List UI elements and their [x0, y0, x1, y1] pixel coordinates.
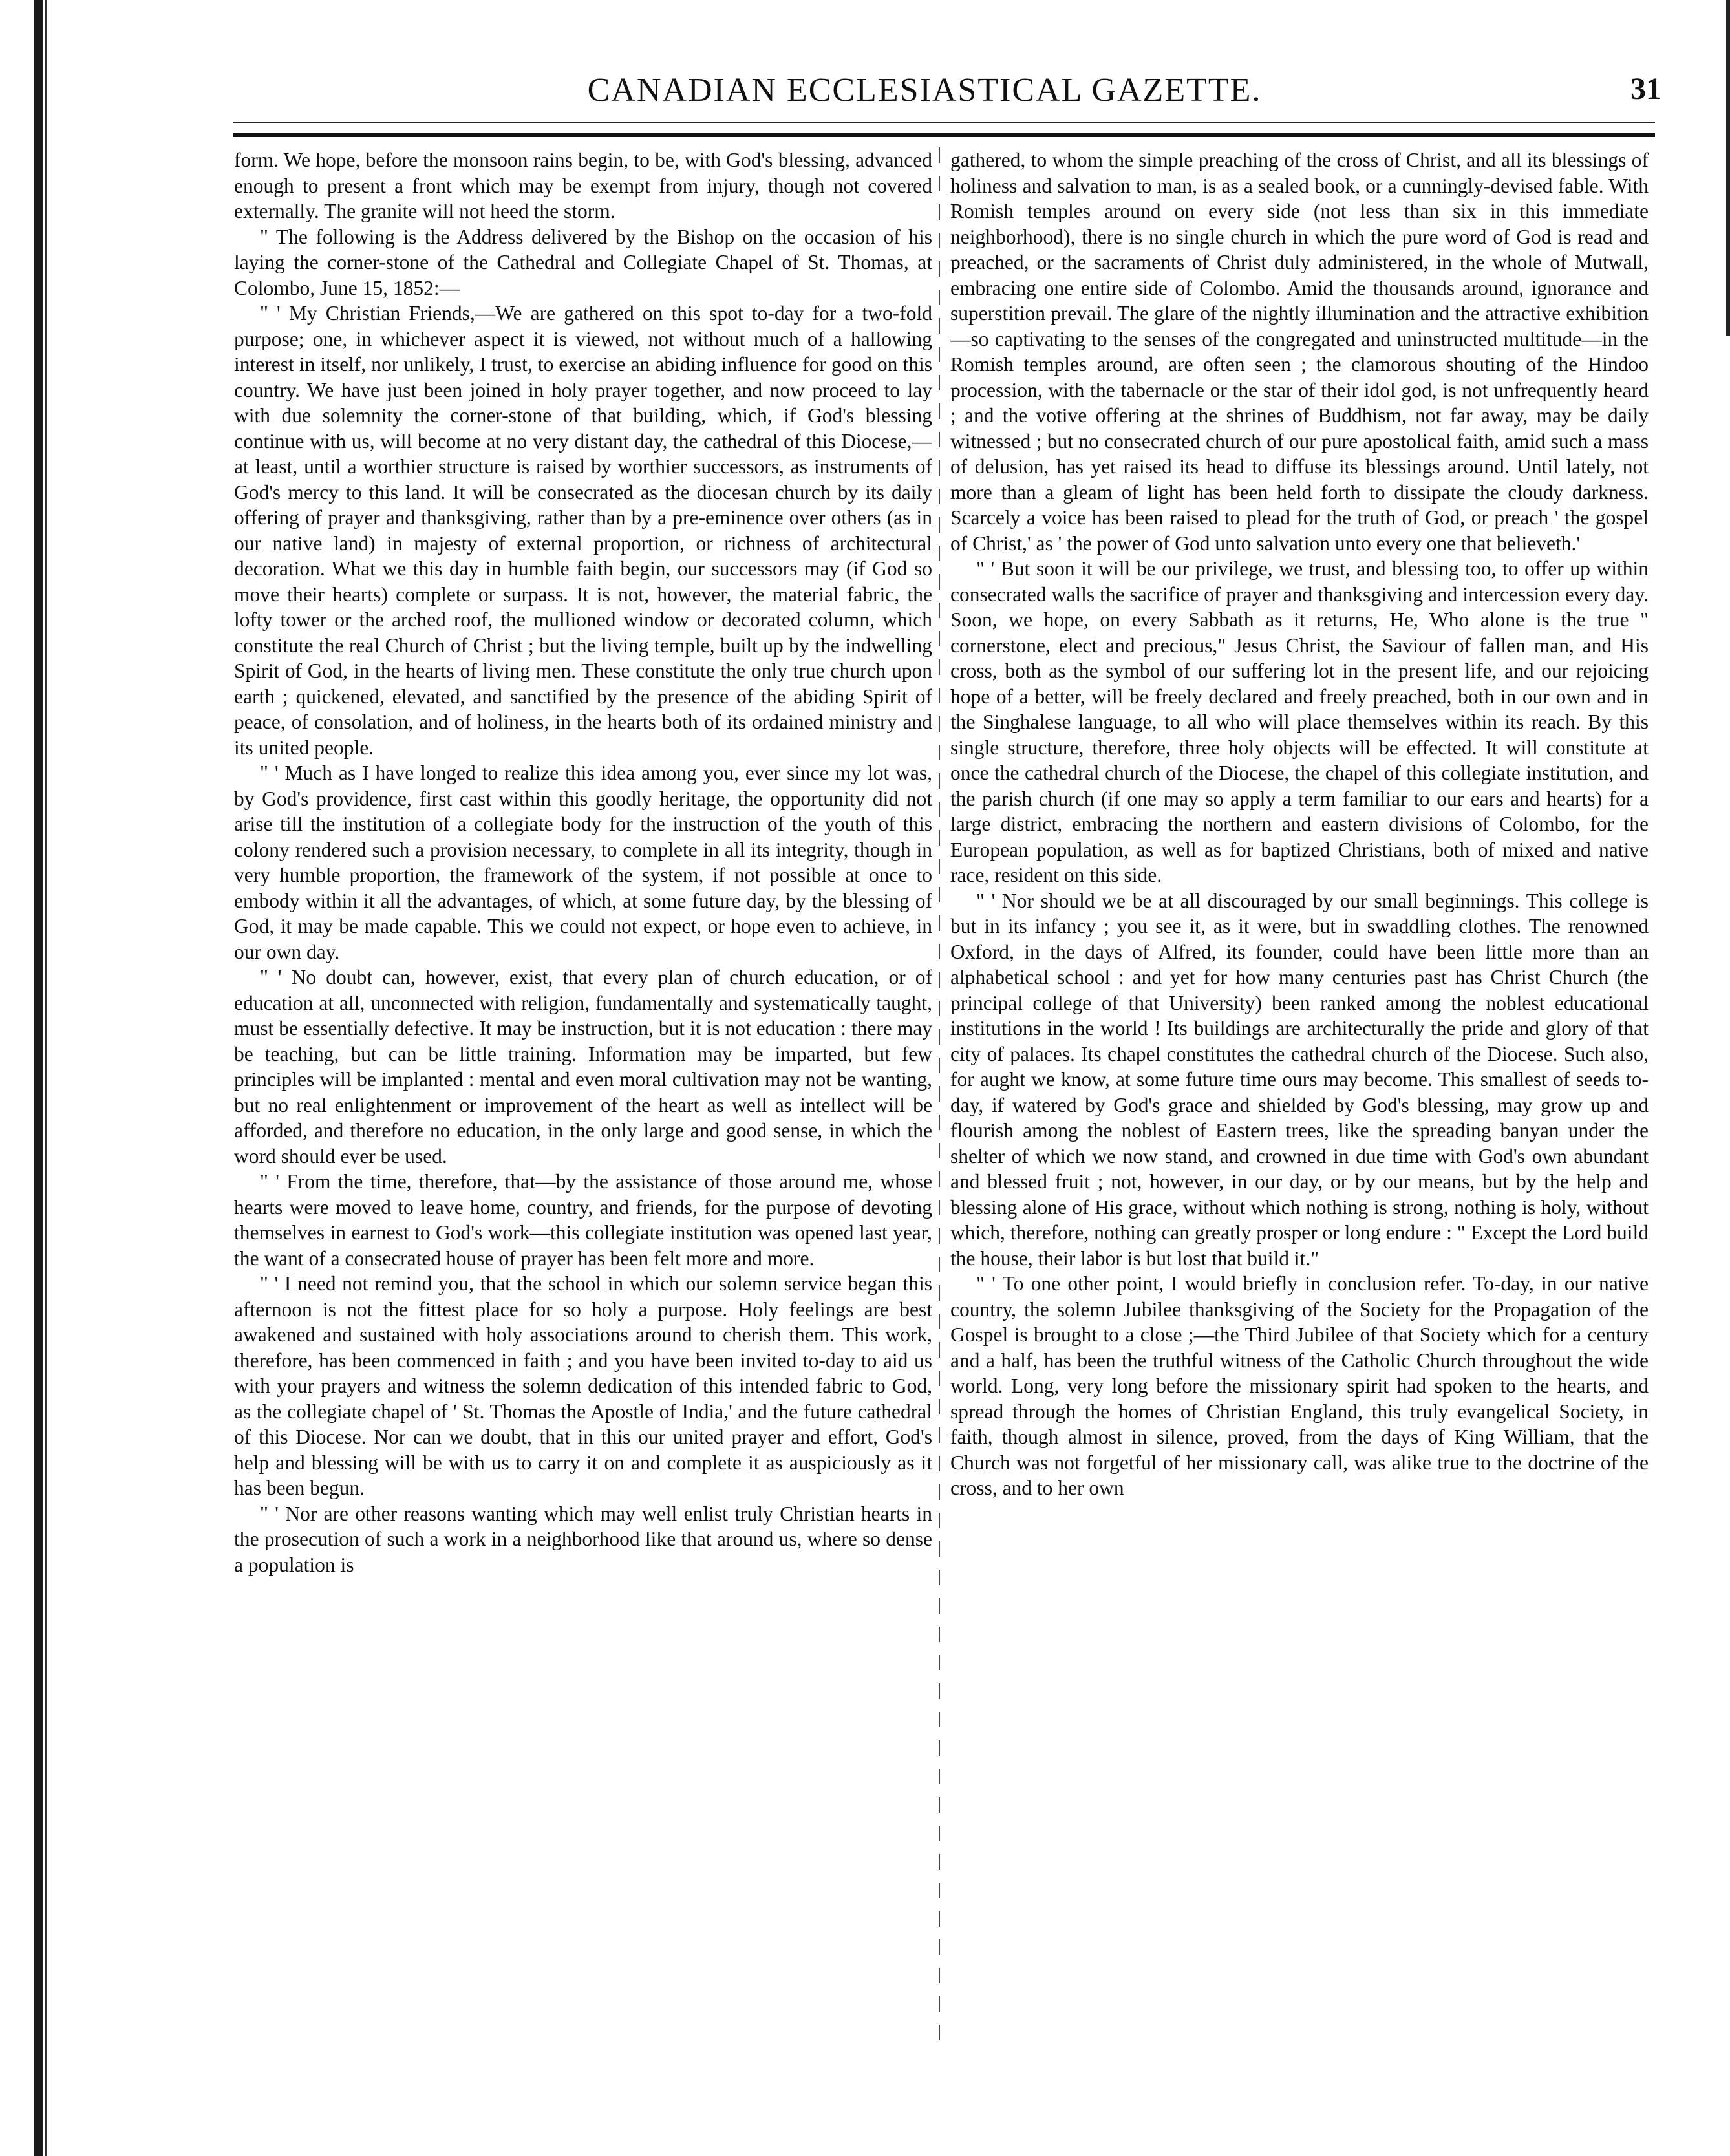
right-column	[950, 147, 1649, 2055]
page-edge-rule-inner	[45, 0, 47, 2156]
column-divider	[939, 147, 940, 2051]
paragraph: " ' From the time, therefore, that—by the assistance of those around me, whose hearts were moved to leave home, country, and friends, for the purpose of devoting themselves in earnest to God's work—this collegiate institution was opened last year, the want of a consecrated house of prayer has been felt more and more.	[234, 1170, 932, 1270]
paragraph: " ' To one other point, I would briefly in conclusion refer. To-day, in our native country, the solemn Jubilee thanksgiving of the Society for the Propagation of the Gospel is brought to a close ;—the Third Jubilee of that Society which for a century and a half, has been the truthful witness of the Catholic Church throughout the wide world. Long, very long before the missionary spirit had spoken to the hearts, and spread through the homes of Christian England, this truly evangelical Society, in faith, though almost in silence, proved, from the days of King William, that the Church was not forgetful of her missionary call, was alike true to the doctrine of the cross, and to her own	[950, 1272, 1649, 1499]
masthead-title: CANADIAN ECCLESIASTICAL GAZETTE.	[587, 72, 1262, 109]
paragraph: " ' Nor should we be at all discouraged by our small beginnings. This college is but in its infancy ; you see it, as it were, but in swaddling clothes. The renowned Oxford, in the days of Alfred, its founder, could have been little more than an alphabetical school : and yet for how many centuries past has Christ Church (the principal college of that University) been ranked among the noblest educational institutions in the world ! Its buildings are architecturally the pride and glory of that city of palaces. Its chapel constitutes the cathedral church of the Diocese. Such also, for aught we know, at some future time ours may become. This smallest of seeds to-day, if watered by God's grace and shielded by God's blessing, may grow up and flourish among the noblest of Eastern trees, like the spreading banyan under the shelter of which we now stand, and crowned in due time with God's own abundant and blessed fruit ; not, however, in our day, or by our means, but by the help and blessing alone of His grace, without which nothing is strong, nothing is holy, without which, therefore, nothing can greatly prosper or long endure : " Except the Lord build the house, their labor is but lost that build it."	[950, 889, 1649, 1270]
paragraph: " The following is the Address delivered by the Bishop on the occasion of his laying the corner-stone of the Cathedral and Collegiate Chapel of St. Thomas, at Colombo, June 15, 1852:—	[234, 225, 932, 299]
paragraph: " ' No doubt can, however, exist, that every plan of church education, or of education at all, unconnected with religion, fundamentally and systematically taught, must be essentially defective. It may be instruction, but it is not education : there may be teaching, but can be little training. Information may be imparted, but few principles will be implanted : mental and even moral cultivation may not be wanting, but no real enlightenment or improvement of the heart as well as intellect will be afforded, and therefore no education, in the only large and good sense, in which the word should ever be used.	[234, 966, 932, 1168]
paragraph: " ' My Christian Friends,—We are gathered on this spot to-day for a two-fold purpose; one, in whichever aspect it is viewed, not without much of a hallowing interest in itself, nor unlikely, I trust, to exercise an abiding influence for good on this country. We have just been joined in holy prayer together, and now proceed to lay with due solemnity the corner-stone of that building, which, if God's blessing continue with us, will become at no very distant day, the cathedral of this Diocese,—at least, until a worthier structure is raised by worthier successors, as instruments of God's mercy to this land. It will be consecrated as the diocesan church by its daily offering of prayer and thanksgiving, rather than by a pre-eminence over others (as in our native land) in majesty of external proportion, or richness of architectural decoration. What we this day in humble faith begin, our successors may (if God so move their hearts) complete or surpass. It is not, however, the material fabric, the lofty tower or the arched roof, the mullioned window or decorated column, which constitute the real Church of Christ ; but the living temple, built up by the indwelling Spirit of God, in the hearts of living men. These constitute the only true church upon earth ; quickened, elevated, and sanctified by the presence of the abiding Spirit of peace, of consolation, and of holiness, in the hearts both of its ordained ministry and its united people.	[234, 302, 932, 759]
page-number: 31	[1630, 72, 1661, 106]
paragraph: gathered, to whom the simple preaching of the cross of Christ, and all its blessings of holiness and salvation to man, is as a sealed book, or a cunningly-devised fable. With Romish temples around on every side (not less than six in this immediate neighborhood), there is no single church in which the pure word of God is read and preached, or the sacraments of Christ duly administered, in the whole of Mutwall, embracing one entire side of Colombo. Amid the thousands around, ignorance and superstition prevail. The glare of the nightly illumination and the attractive exhibition—so captivating to the senses of the congregated and uninstructed multitude—in the Romish temples around, are often seen ; the clamorous shouting of the Hindoo procession, with the tabernacle or the star of their idol god, is not unfrequently heard ; and the votive offering at the shrines of Buddhism, not far away, may be daily witnessed ; but no consecrated church of our pure apostolical faith, amid such a mass of delusion, has yet raised its head to diffuse its blessings around. Until lately, not more than a gleam of light has been held forth to dissipate the cloudy darkness. Scarcely a voice has been raised to plead for the truth of God, or preach ' the gospel of Christ,' as ' the power of God unto salvation unto every one that believeth.'	[950, 149, 1649, 555]
left-column	[234, 147, 932, 2055]
page-edge-rule	[34, 0, 43, 2156]
paragraph: form. We hope, before the monsoon rains begin, to be, with God's blessing, advanced enough to present a front which may be exempt from injury, though not covered externally. The granite will not heed the storm.	[234, 149, 932, 222]
paragraph: " ' But soon it will be our privilege, we trust, and blessing too, to offer up within consecrated walls the sacrifice of prayer and thanksgiving and intercession every day. Soon, we hope, on every Sabbath as it returns, He, Who alone is the true " cornerstone, elect and precious," Jesus Christ, the Saviour of fallen man, and His cross, both as the symbol of our suffering lot in the present life, and our rejoicing hope of a better, will be freely declared and freely preached, both in our own and in the Singhalese language, to all who will place themselves within its reach. By this single structure, therefore, three holy objects will be effected. It will constitute at once the cathedral church of the Diocese, the chapel of this collegiate institution, and the parish church (if one may so apply a term familiar to our ears and hearts) for a large district, embracing the northern and eastern divisions of Colombo, for the European population, as well as for baptized Christians, both of mixed and native race, resident on this side.	[950, 557, 1649, 886]
page-edge-right	[1726, 0, 1730, 336]
paragraph: " ' Nor are other reasons wanting which may well enlist truly Christian hearts in the prosecution of such a work in a neighborhood like that around us, where so dense a population is	[234, 1502, 932, 1576]
paragraph: " ' I need not remind you, that the school in which our solemn service began this afternoon is not the fittest place for so holy a purpose. Holy feelings are best awakened and sustained with holy associations around to cherish them. This work, therefore, has been commenced in faith ; and you have been invited to-day to aid us with your prayers and witness the solemn dedication of this intended fabric to God, as the collegiate chapel of ' St. Thomas the Apostle of India,' and the future cathedral of this Diocese. Nor can we doubt, that in this our united prayer and effort, God's help and blessing will be with us to carry it on and complete it as auspiciously as it has been begun.	[234, 1272, 932, 1499]
masthead-rule	[233, 122, 1655, 137]
paragraph: " ' Much as I have longed to realize this idea among you, ever since my lot was, by God's providence, first cast within this goodly heritage, the opportunity did not arise till the institution of a collegiate body for the instruction of the youth of this colony rendered such a provision necessary, to complete in all its integrity, though in very humble proportion, the framework of the system, if not possible at once to embody within it all the advantages, of which, at some future day, by the blessing of God, it may be made capable. This we could not expect, or hope even to achieve, in our own day.	[234, 762, 932, 963]
